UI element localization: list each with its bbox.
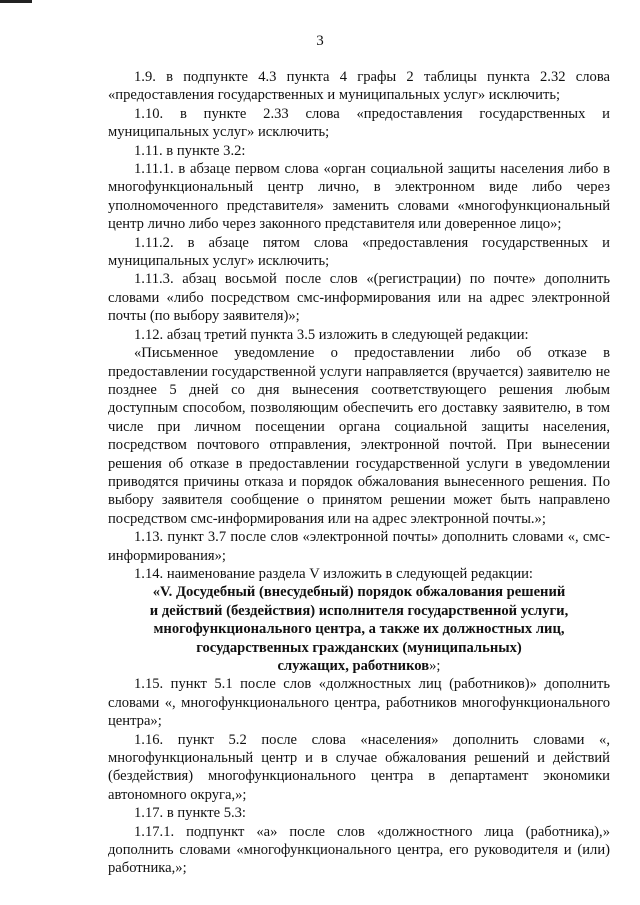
paragraph-1-11-2: 1.11.2. в абзаце пятом слова «предоставления государственных и муниципальных услуг» исключить; (108, 234, 610, 270)
section-heading-last-bold: служащих, работников (277, 658, 430, 674)
page-number: 3 (316, 33, 324, 49)
paragraph-1-15: 1.15. пункт 5.1 после слов «должностных лиц (работников)» дополнить словами «, многофункционального центра, работников многофункционального центра»; (108, 676, 610, 730)
paragraph-1-9: 1.9. в подпункте 4.3 пункта 4 графы 2 таблицы пункта 2.32 слова «предоставления государственных и муниципальных услуг» исключить; (108, 69, 610, 104)
paragraph-1-11-1: 1.11.1. в абзаце первом слова «орган социальной защиты населения либо в многофункциональный центр лично, в электронном виде либо через уполномоченного представителя» заменить словами «многофункциональный центр лично либо через законного представителя или доверенное лицо»; (108, 161, 610, 233)
paragraph-1-10: 1.10. в пункте 2.33 слова «предоставления государственных и муниципальных услуг» исключить; (108, 105, 610, 141)
section-heading-line: государственных гражданских (муниципальных) (196, 639, 522, 656)
quoted-paragraph: «Письменное уведомление о предоставлении либо об отказе в предоставлении государственной услуги направляется (вручается) заявителю не позднее 5 дней со дня вынесения соответствующего решения любым доступным способом, позволяющим обеспечить его доставку заявителю, в том числе при личном посещении органа социальной защиты населения, посредством почтового отправления, электронной почтой. При вынесении решения об отказе в предоставлении государственной услуги в уведомлении приводятся причины отказа и порядок обжалования вынесенного решения. По выбору заявителя сообщение о принятом решении может быть направлено посредством смс-информирования или на адрес электронной почты.»; (108, 345, 610, 527)
section-heading-last-line (108, 657, 610, 675)
section-heading-line: «V. Досудебный (внесудебный) порядок обжалования решений (152, 584, 566, 601)
section-heading-line: многофункционального центра, а также их должностных лиц, (153, 621, 565, 638)
paragraph-1-16: 1.16. пункт 5.2 после слова «населения» дополнить словами «, многофункциональный центр и в случае обжалования решений и действий (бездействия) многофункционального центра в департамент экономики автономного округа,»; (108, 731, 610, 803)
section-heading-line: и действий (бездействия) исполнителя государственной услуги, (149, 602, 569, 619)
section-heading (108, 583, 610, 675)
paragraph-1-12: 1.12. абзац третий пункта 3.5 изложить в следующей редакции: (134, 326, 529, 343)
paragraph-1-13: 1.13. пункт 3.7 после слов «электронной почты» дополнить словами «, смс-информирования»; (108, 529, 610, 564)
section-heading-last-tail: »; (429, 658, 441, 674)
paragraph-1-11: 1.11. в пункте 3.2: (134, 142, 246, 159)
paragraph-1-11-3: 1.11.3. абзац восьмой после слов «(регистрации) по почте» дополнить словами «либо посредством смс-информирования или на адрес электронной почты (по выбору заявителя)»; (108, 271, 610, 325)
page-edge-mark (0, 0, 32, 3)
paragraph-1-14: 1.14. наименование раздела V изложить в следующей редакции: (134, 565, 533, 582)
paragraph-1-17: 1.17. в пункте 5.3: (134, 805, 246, 822)
paragraph-1-17-1: 1.17.1. подпункт «а» после слов «должностного лица (работника),» дополнить словами «многофункционального центра, его руководителя и (или) работника,»; (108, 823, 610, 877)
document-body (108, 68, 610, 878)
